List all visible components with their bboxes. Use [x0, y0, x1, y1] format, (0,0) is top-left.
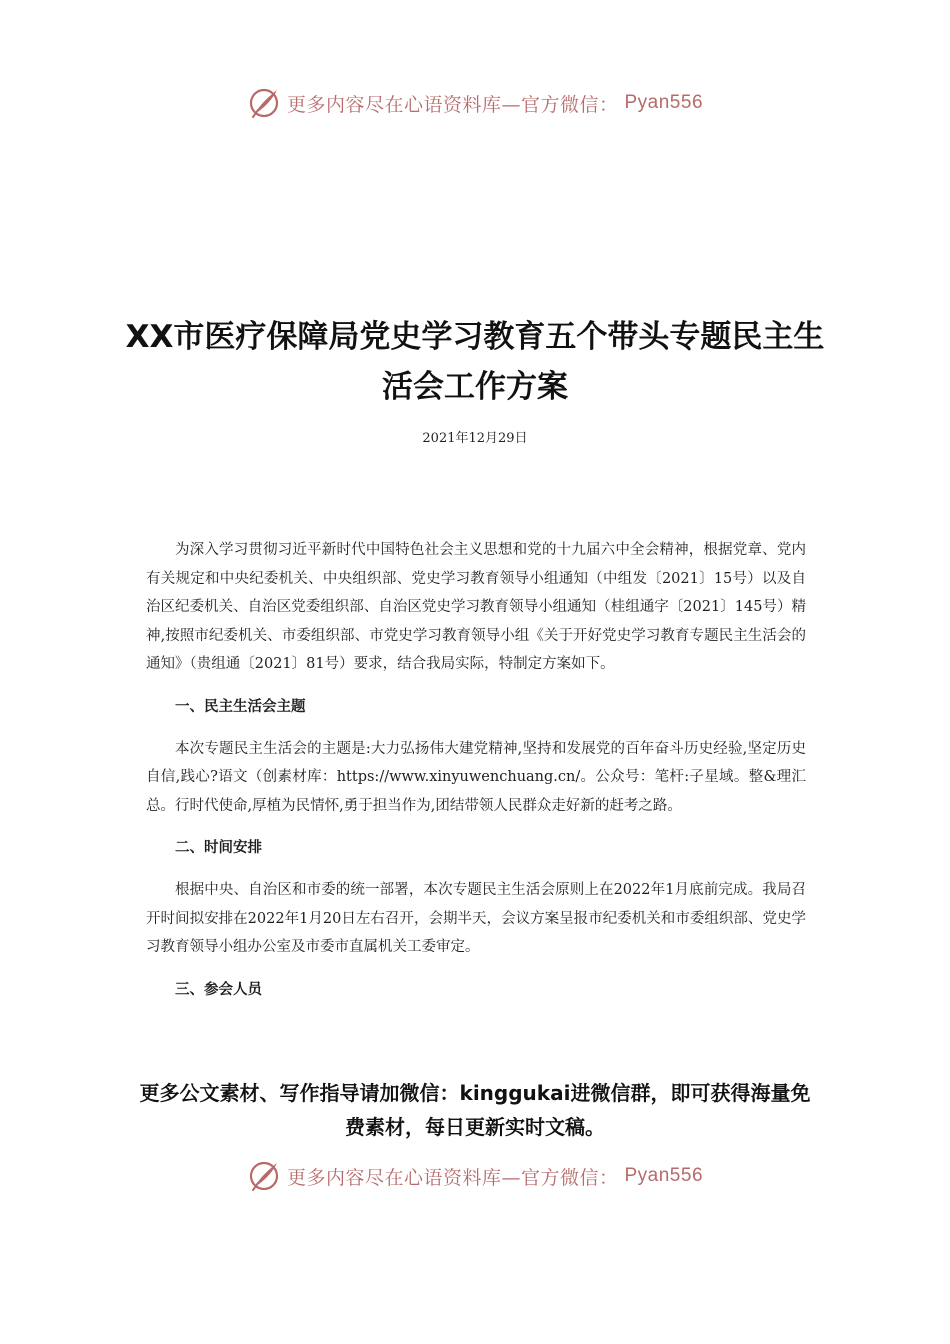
section-heading-attendees: 三、参会人员: [175, 981, 262, 998]
document-title: XX市医疗保障局党史学习教育五个带头专题民主生活会工作方案: [125, 319, 825, 405]
document-body: [146, 536, 806, 1018]
promo-banner: 更多公文素材、写作指导请加微信：kinggukai进微信群，即可获得海量免费素材，每日更新实时文稿。: [139, 1081, 811, 1139]
section-body-schedule: 根据中央、自治区和市委的统一部署，本次专题民主生活会原则上在2022年1月底前完成。我局召开时间拟安排在2022年1月20日左右召开，会期半天，会议方案呈报市纪委机关和市委组织部、党史学习教育领导小组办公室及市委市直属机关工委审定。: [146, 882, 806, 955]
watermark-text: 更多内容尽在心语资料库—官方微信：: [286, 93, 619, 116]
section-heading-schedule: 二、时间安排: [175, 840, 262, 856]
watermark-footer: [0, 1159, 950, 1193]
quill-logo-icon: [247, 1159, 281, 1193]
watermark-header: [0, 86, 950, 120]
intro-paragraph: 为深入学习贯彻习近平新时代中国特色社会主义思想和党的十九届六中全会精神，根据党章、党内有关规定和中央纪委机关、中央组织部、党史学习教育领导小组通知（中组发〔2021〕15号）以及自治区纪委机关、自治区党委组织部、自治区党史学习教育领导小组通知（桂组通字〔2021〕145号）精神,按照市纪委机关、市委组织部、市党史学习教育领导小组《关于开好党史学习教育专题民主生活会的通知》（贵组通〔2021〕81号）要求，结合我局实际，特制定方案如下。: [146, 542, 806, 672]
section-body-theme: 本次专题民主生活会的主题是:大力弘扬伟大建党精神,坚持和发展党的百年奋斗历史经验,坚定历史自信,践心?语文（创素材库：https://www.xinyuwenchuang.cn/。公众号：笔杆:子星域。整&理汇总。行时代使命,厚植为民情怀,勇于担当作为,团结带领人民群众走好新的赶考之路。: [146, 740, 806, 814]
section-heading-theme: 一、民主生活会主题: [175, 698, 306, 715]
watermark-contact: Pyan556: [624, 92, 704, 113]
watermark-contact: Pyan556: [624, 1165, 704, 1186]
document-date: 2021年12月29日: [422, 431, 528, 446]
quill-logo-icon: [247, 86, 281, 120]
watermark-text: 更多内容尽在心语资料库—官方微信：: [286, 1166, 619, 1189]
